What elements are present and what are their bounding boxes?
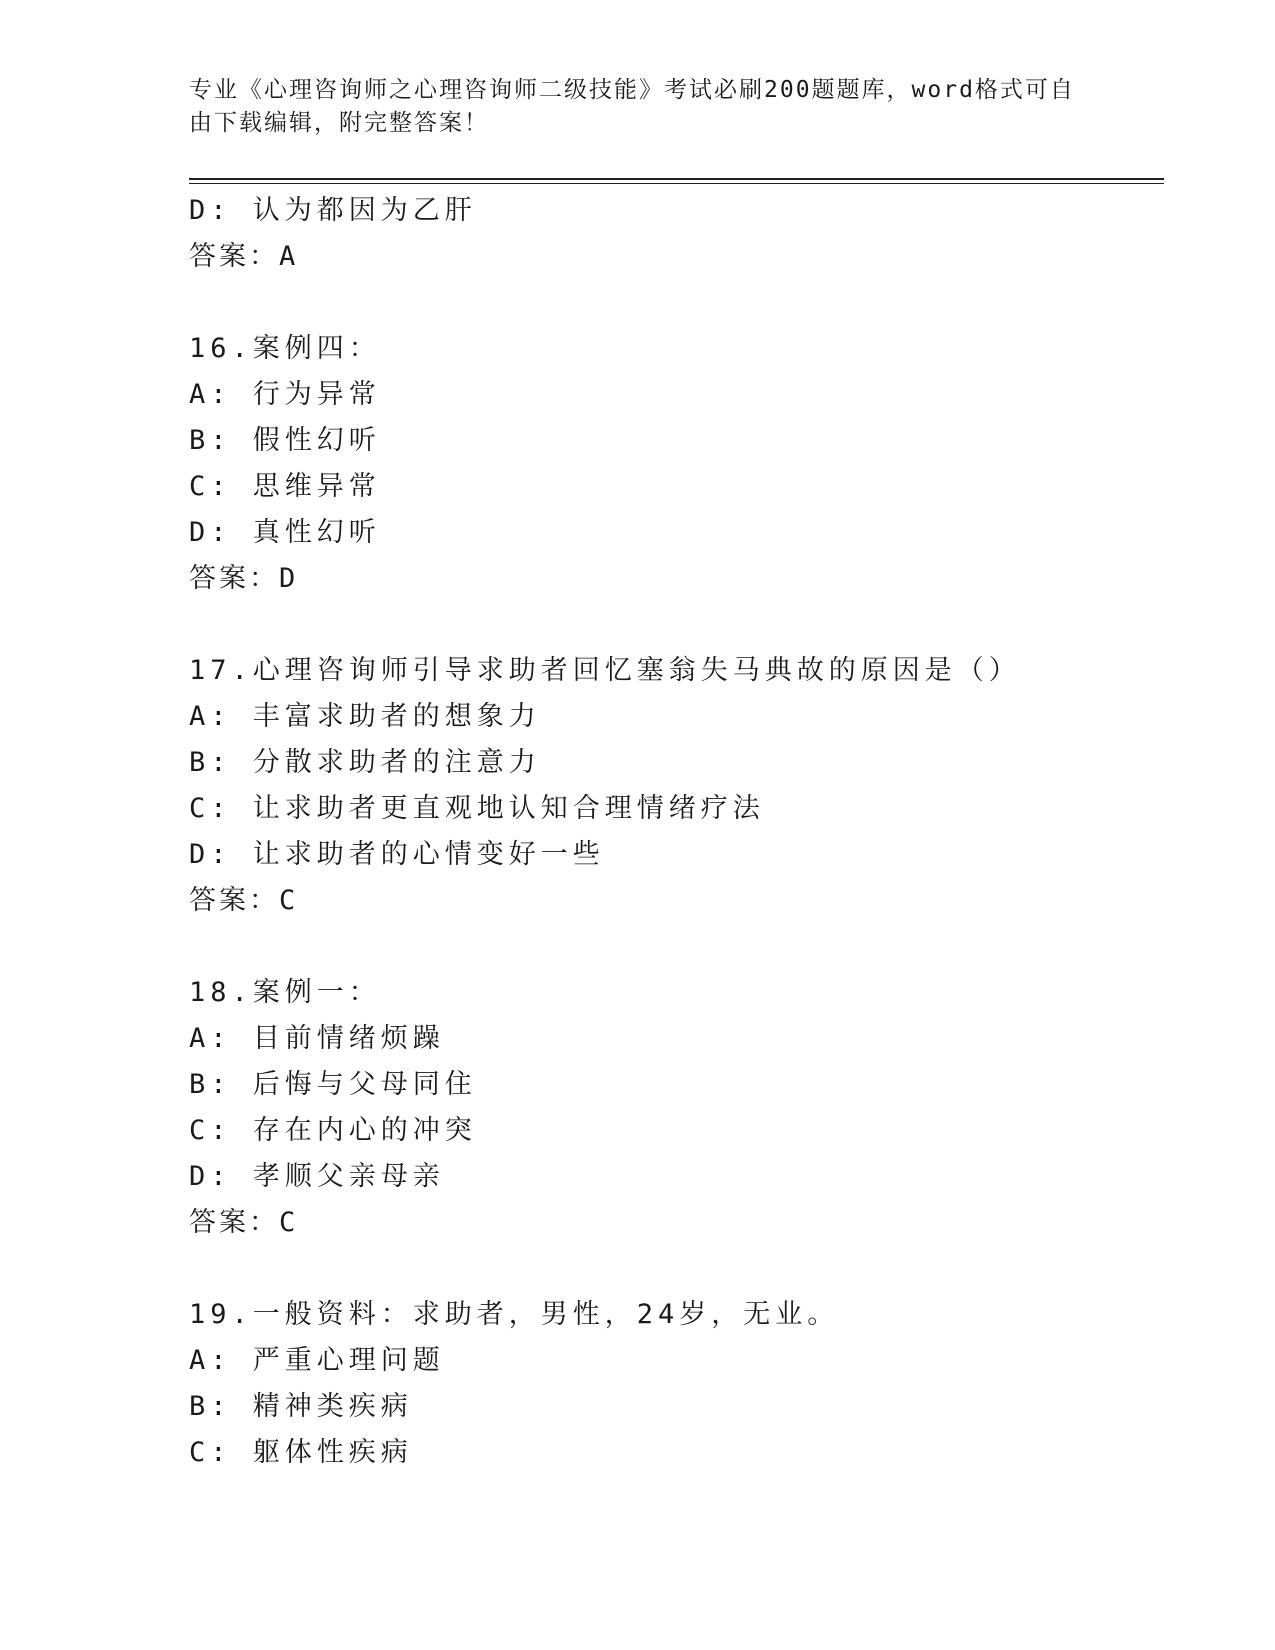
answer-line bbox=[189, 556, 1164, 602]
answer-line bbox=[189, 878, 1164, 924]
answer-value: C bbox=[279, 885, 299, 916]
spacer bbox=[189, 1246, 1164, 1292]
header-divider-thin bbox=[189, 183, 1164, 184]
answer-value: D bbox=[279, 563, 299, 594]
option-a: A: 丰富求助者的想象力 bbox=[189, 701, 541, 732]
answer-label: 答案： bbox=[189, 1207, 279, 1238]
document-header bbox=[189, 74, 1089, 140]
option-a: A: 行为异常 bbox=[189, 379, 381, 410]
header-line-2: 由下载编辑，附完整答案！ bbox=[189, 110, 489, 136]
answer-value: A bbox=[279, 241, 299, 272]
question-stem: 16.案例四： bbox=[189, 333, 381, 364]
option-d: D: 真性幻听 bbox=[189, 517, 381, 548]
header-line-1: 专业《心理咨询师之心理咨询师二级技能》考试必刷200题题库，word格式可自 bbox=[189, 77, 1075, 103]
option-b: B: 分散求助者的注意力 bbox=[189, 747, 541, 778]
question-stem: 17.心理咨询师引导求助者回忆塞翁失马典故的原因是（） bbox=[189, 655, 1021, 686]
answer-label: 答案： bbox=[189, 563, 279, 594]
option-a: A: 严重心理问题 bbox=[189, 1345, 445, 1376]
option-c: C: 存在内心的冲突 bbox=[189, 1115, 477, 1146]
question-stem: 19.一般资料：求助者，男性，24岁，无业。 bbox=[189, 1299, 840, 1330]
spacer bbox=[189, 602, 1164, 648]
option-b: B: 精神类疾病 bbox=[189, 1391, 413, 1422]
option-d: D: 认为都因为乙肝 bbox=[189, 195, 477, 226]
option-d: D: 孝顺父亲母亲 bbox=[189, 1161, 445, 1192]
header-divider-thick bbox=[189, 178, 1164, 180]
option-d: D: 让求助者的心情变好一些 bbox=[189, 839, 605, 870]
option-b: B: 假性幻听 bbox=[189, 425, 381, 456]
option-b: B: 后悔与父母同住 bbox=[189, 1069, 477, 1100]
spacer bbox=[189, 924, 1164, 970]
spacer bbox=[189, 280, 1164, 326]
answer-label: 答案： bbox=[189, 241, 279, 272]
option-c: C: 躯体性疾病 bbox=[189, 1437, 413, 1468]
option-a: A: 目前情绪烦躁 bbox=[189, 1023, 445, 1054]
answer-label: 答案： bbox=[189, 885, 279, 916]
answer-value: C bbox=[279, 1207, 299, 1238]
option-c: C: 思维异常 bbox=[189, 471, 381, 502]
answer-line bbox=[189, 1200, 1164, 1246]
answer-line bbox=[189, 234, 1164, 280]
option-c: C: 让求助者更直观地认知合理情绪疗法 bbox=[189, 793, 765, 824]
question-list bbox=[189, 188, 1164, 1476]
question-stem: 18.案例一： bbox=[189, 977, 381, 1008]
